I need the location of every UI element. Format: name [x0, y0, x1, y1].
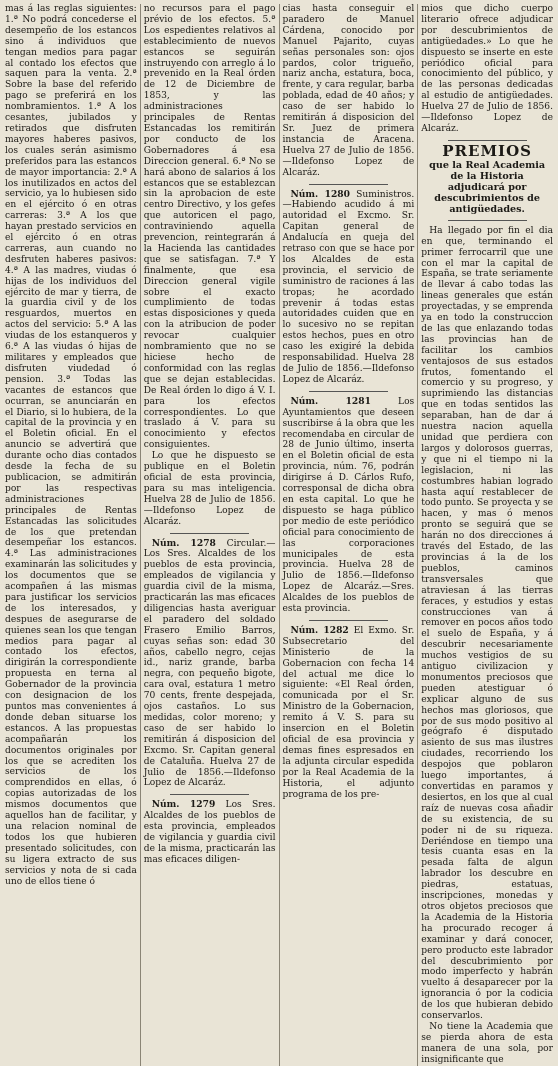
notice [283, 190, 415, 386]
divider [170, 794, 249, 795]
paragraph: No tiene la Academia que se pierda ahora de esta manera de una sola, por insignificante que [421, 1021, 553, 1065]
column-2 [144, 4, 276, 1066]
paragraph: mas á las reglas siguientes: 1.ª No podrá concederse el desempeño de los estancos sino á individuos que tengan medios para pagar al contado los efectos que saquen para la venta. 2.ª Sobre la base del referido pago se preferirá en los nombramientos. 1.ª A los cesantes, jubilados y retirados que disfruten mayores haberes pasivos, los cuales serán asimismo preferidos para las estancos de mayor importancia: 2.ª A los inutilizados en actos del servicio, ya lo hubiesen sido en el ejército ó en otras carreras: 3.ª A los que hayan prestado servicios en el ejército ó en otras carreras, aun cuando no desfruten haberes pasivos: 4.ª A las madres, viudas ó hijas de los individuos del ejército de mar y tierra, de la guardia civil y de los resguardos, muertos en actos del servicio: 5.ª A las viudas de los estanqueros y 6.ª A las viudas ó hijas de militares y empleados que disfruten viudedad ó pension. 3.ª Todas las vacantes de estancos que ocurran, se anunciarán en el Diario, si lo hubiera, de la capital de la provincia y en el Boletin oficial. En el anuncio se advertirá que durante ocho dias contados desde la fecha de su publicacion, se admitirán por las respectivas administraciones principales de Rentas Estancadas las solicitudes de los que pretendan desempeñar los estancos. 4.ª Las administraciones examinarán las solicitudes y los documentos que se acompañen á las mismas para justificar los servicios de los interesados, y despues de asegurarse de quienes sean los que tengan medios para pagar al contado los efectos, dirigirán la correspondiente propuesta en terna al Gobernador de la provincia con designacion de los puntos mas convenientes á donde deban situarse los estancos. A las propuestas acompañarán los documentos originales por los que se acrediten los servicios de los comprendidos en ellas, ó copias autorizadas de los mismos documentos que aquellos han de facilitar, y una relacion nominal de todos los que hubieren presentado solicitudes, con su ligera extracto de sus servicios y nota de si cada uno de ellos tiene ó [5, 4, 137, 887]
column-3 [283, 4, 415, 1066]
notice-text: Circular.—Los Sres. Alcaldes de los pueblos de esta provincia, empleados de vigilancia y guardia civil de la misma, practicarán las mas eficaces diligencias hasta averiguar el paradero del soldado Frasero Emilio Barros, cuyas señas son: edad 30 años, cabello negro, cejas id., nariz grande, barba negra, con pequeño bigote, cara oval, estatura 1 metro 70 cents, frente despejada, ojos castaños. Lo sus medidas, color moreno; y caso de ser habido lo remitirán á disposicion del Excmo. Sr. Capitan general de Cataluña. Huelva 27 de Julio de 1856.—Ildefonso Lopez de Alcaráz. [143, 538, 276, 789]
divider [448, 220, 527, 221]
paragraph: cias hasta conseguir el paradero de Manuel Cárdena, conocido por Manuel Pajarito, cuyas señas personales son: ojos pardos, color trigueño, nariz ancha, estatura, boca, frente, y cara regular, barba poblada, edad de 40 años; y caso de ser habido lo remitirán á disposicion del Sr. Juez de primera instancia de Aracena. Huelva 27 de Julio de 1856.—Ildefonso Lopez de Alcaráz. [282, 4, 415, 178]
notice-number: Núm. 1279 [151, 799, 216, 811]
divider [170, 533, 249, 534]
notice-text: Los Ayuntamientos que deseen suscribirse á la obra que les recomendaba en circular de 28 de Junio último, inserta en el Boletin oficial de esta provincia, núm. 76, podrán dirigirse á D. Cárlos Rufo, corresponsal de dicha obra en esta capital. Lo que he dispuesto se haga público por medio de este periódico oficial para conocimiento de las corporaciones municipales de esta provincia. Huelva 28 de Julio de 1856.—Ildefonso Lopez de Alcaráz.—Sres. Alcaldes de los pueblos de esta provincia. [282, 396, 415, 615]
section-subtitle: que la Real Academia de la Historia adjudicará por descubrimientos de antigüedades. [429, 159, 546, 215]
notice [144, 800, 276, 865]
paragraph: mios que dicho cuerpo literario ofrece adjudicar por descubrimientos de antigüedades.» Lo que he dispuesto se inserte en este periódico oficial para conocimiento del público, y de las personas dedicadas al estudio de antigüedades. Huelva 27 de Julio de 1856.—Ildefonso Lopez de Alcaráz. [421, 4, 553, 134]
notice-number: Núm. 1280 [290, 188, 350, 200]
notice [283, 626, 415, 801]
divider [309, 391, 388, 392]
section-title: PREMIOS [442, 141, 532, 160]
notice-number: Núm. 1282 [290, 624, 349, 636]
divider [309, 184, 388, 185]
divider [309, 620, 388, 621]
notice [283, 397, 415, 615]
notice-text: Suministros.—Habiendo acudido á mi autoridad el Excmo. Sr. Capitan general de Andalucía en queja del retraso con que se hace por los Alcaldes de esta provincia, el servicio de suministro de raciones á las tropas; he acordado prevenir á todas estas autoridades cuiden que en lo sucesivo no se repitan estos hechos, pues en otro caso les exigiré la debida responsabilidad. Huelva 28 de Julio de 1856.—Ildefonso Lopez de Alcaráz. [282, 189, 415, 385]
notice-text: El Exmo. Sr. Subsecretario del Ministerio de la Gobernacion con fecha 14 del actual me dice lo siguiente: «El Real órden, comunicada por el Sr. Ministro de la Gobernacion, remito á V. S. para su insercion en el Boletin oficial de esa provincia y demas fines espresados en la adjunta circular espedida por la Real Academia de la Historia, el adjunto programa de los pre- [282, 625, 415, 800]
notice-number: Núm. 1278 [151, 537, 216, 549]
column-1 [5, 4, 137, 1066]
paragraph: no recursos para el pago prévio de los efectos. 5.ª Los espedientes relativos al establecimiento de nuevos estancos se seguirán instruyendo con arreglo á lo prevenido en la Real órden de 12 de Diciembre de 1853, y las administraciones principales de Rentas Estancadas los remitirán por conducto de los Gobernadores á esa Direccion general. 6.ª No se hará abono de salarios á los estancos que se establezcan sin la aprobacion de este centro Directivo, y los gefes que autoricen el pago, contraviniendo aquella prevencion, reintegrarán á la Hacienda las cantidades que se satisfagan. 7.ª Y finalmente, que esa Direccion general vigile sobre el exacto cumplimiento de todas estas disposiciones y queda con la atribucion de poder revocar cualquier nombramiento que no se hiciese hecho de conformidad con las reglas que se dejan establecidas. De Real órden lo digo á V. I. para los efectos correspondientes. Lo que traslado á V. para su conocimiento y efectos consiguientes. [143, 4, 276, 451]
column-4 [421, 4, 553, 1066]
notice-number: Núm. 1281 [290, 395, 371, 407]
notice [144, 539, 276, 790]
notice-text: Los Sres. Alcaldes de los pueblos de esta provincia, empleados de vigilancia y guardia civil de la misma, practicarán las mas eficaces diligen- [143, 800, 276, 865]
divider [448, 140, 527, 141]
paragraph: Ha llegado por fin el dia en que, terminando el primer ferrocarril que une con el mar la capital de España, se trate seriamente de llevar á cabo todas las lineas generales que están proyectadas, y se emprenda ya en todo la construccion de las que enlazando todas las provincias han de facilitar los cambios ventajosos de sus estados frutos, fomentando el comercio y su progreso, y suprimiendo las distancias que en todas sentidos las separaban, han de dar á nuestra nacion aquella unidad que perdiera con largos y dolorosos guerras, y que ni el tiempo ni la legislacion, ni las costumbres habian logrado hasta aquí restablecer de todo punto. Se proyecta y se hacen, y mas ó menos pronto se seguirá que se harán no dos direcciones á través del Estado, de las provincias á la de los pueblos, caminos transversales que atraviesan á las tierras feraces, y estudios y estas construcciones van á remover en pocos años todo el suelo de España, y á descubrir necesariamente muchos vestigios de su antiguo civilizacion y monumentos preciosos que pueden atestiguar ó explicar alguno de sus hechos mas gloriosos, que por de sus modo positivo al geógrafo é disputado asiento de sus mas ilustres ciudades, recorriendo los despojos que poblaron luego importantes, á convertidas en paramos y desiertos, en los que al cual raíz de nuevas cosa añadir de su existencia, de su poder ni de su riqueza. Deriéndose en tiempo una tesis cuanta esas en la pesada falta de algun labrador los descubre en piedras, estatuas, inscripciones, monedas y otros objetos preciosos que la Academia de la Historia ha procurado recoger á examinar y dará conocer, pero producto este labrador del descubrimiento por modo imperfecto y habrán vuelto á desaparecer por la ignorancia ó por la codicia de los que hubieran debido conservarlos. [421, 225, 553, 1022]
paragraph: Lo que he dispuesto se publique en el Boletin oficial de esta provincia, para su mas inteligencia. Huelva 28 de Julio de 1856.—Ildefonso Lopez de Alcaráz. [143, 451, 276, 527]
